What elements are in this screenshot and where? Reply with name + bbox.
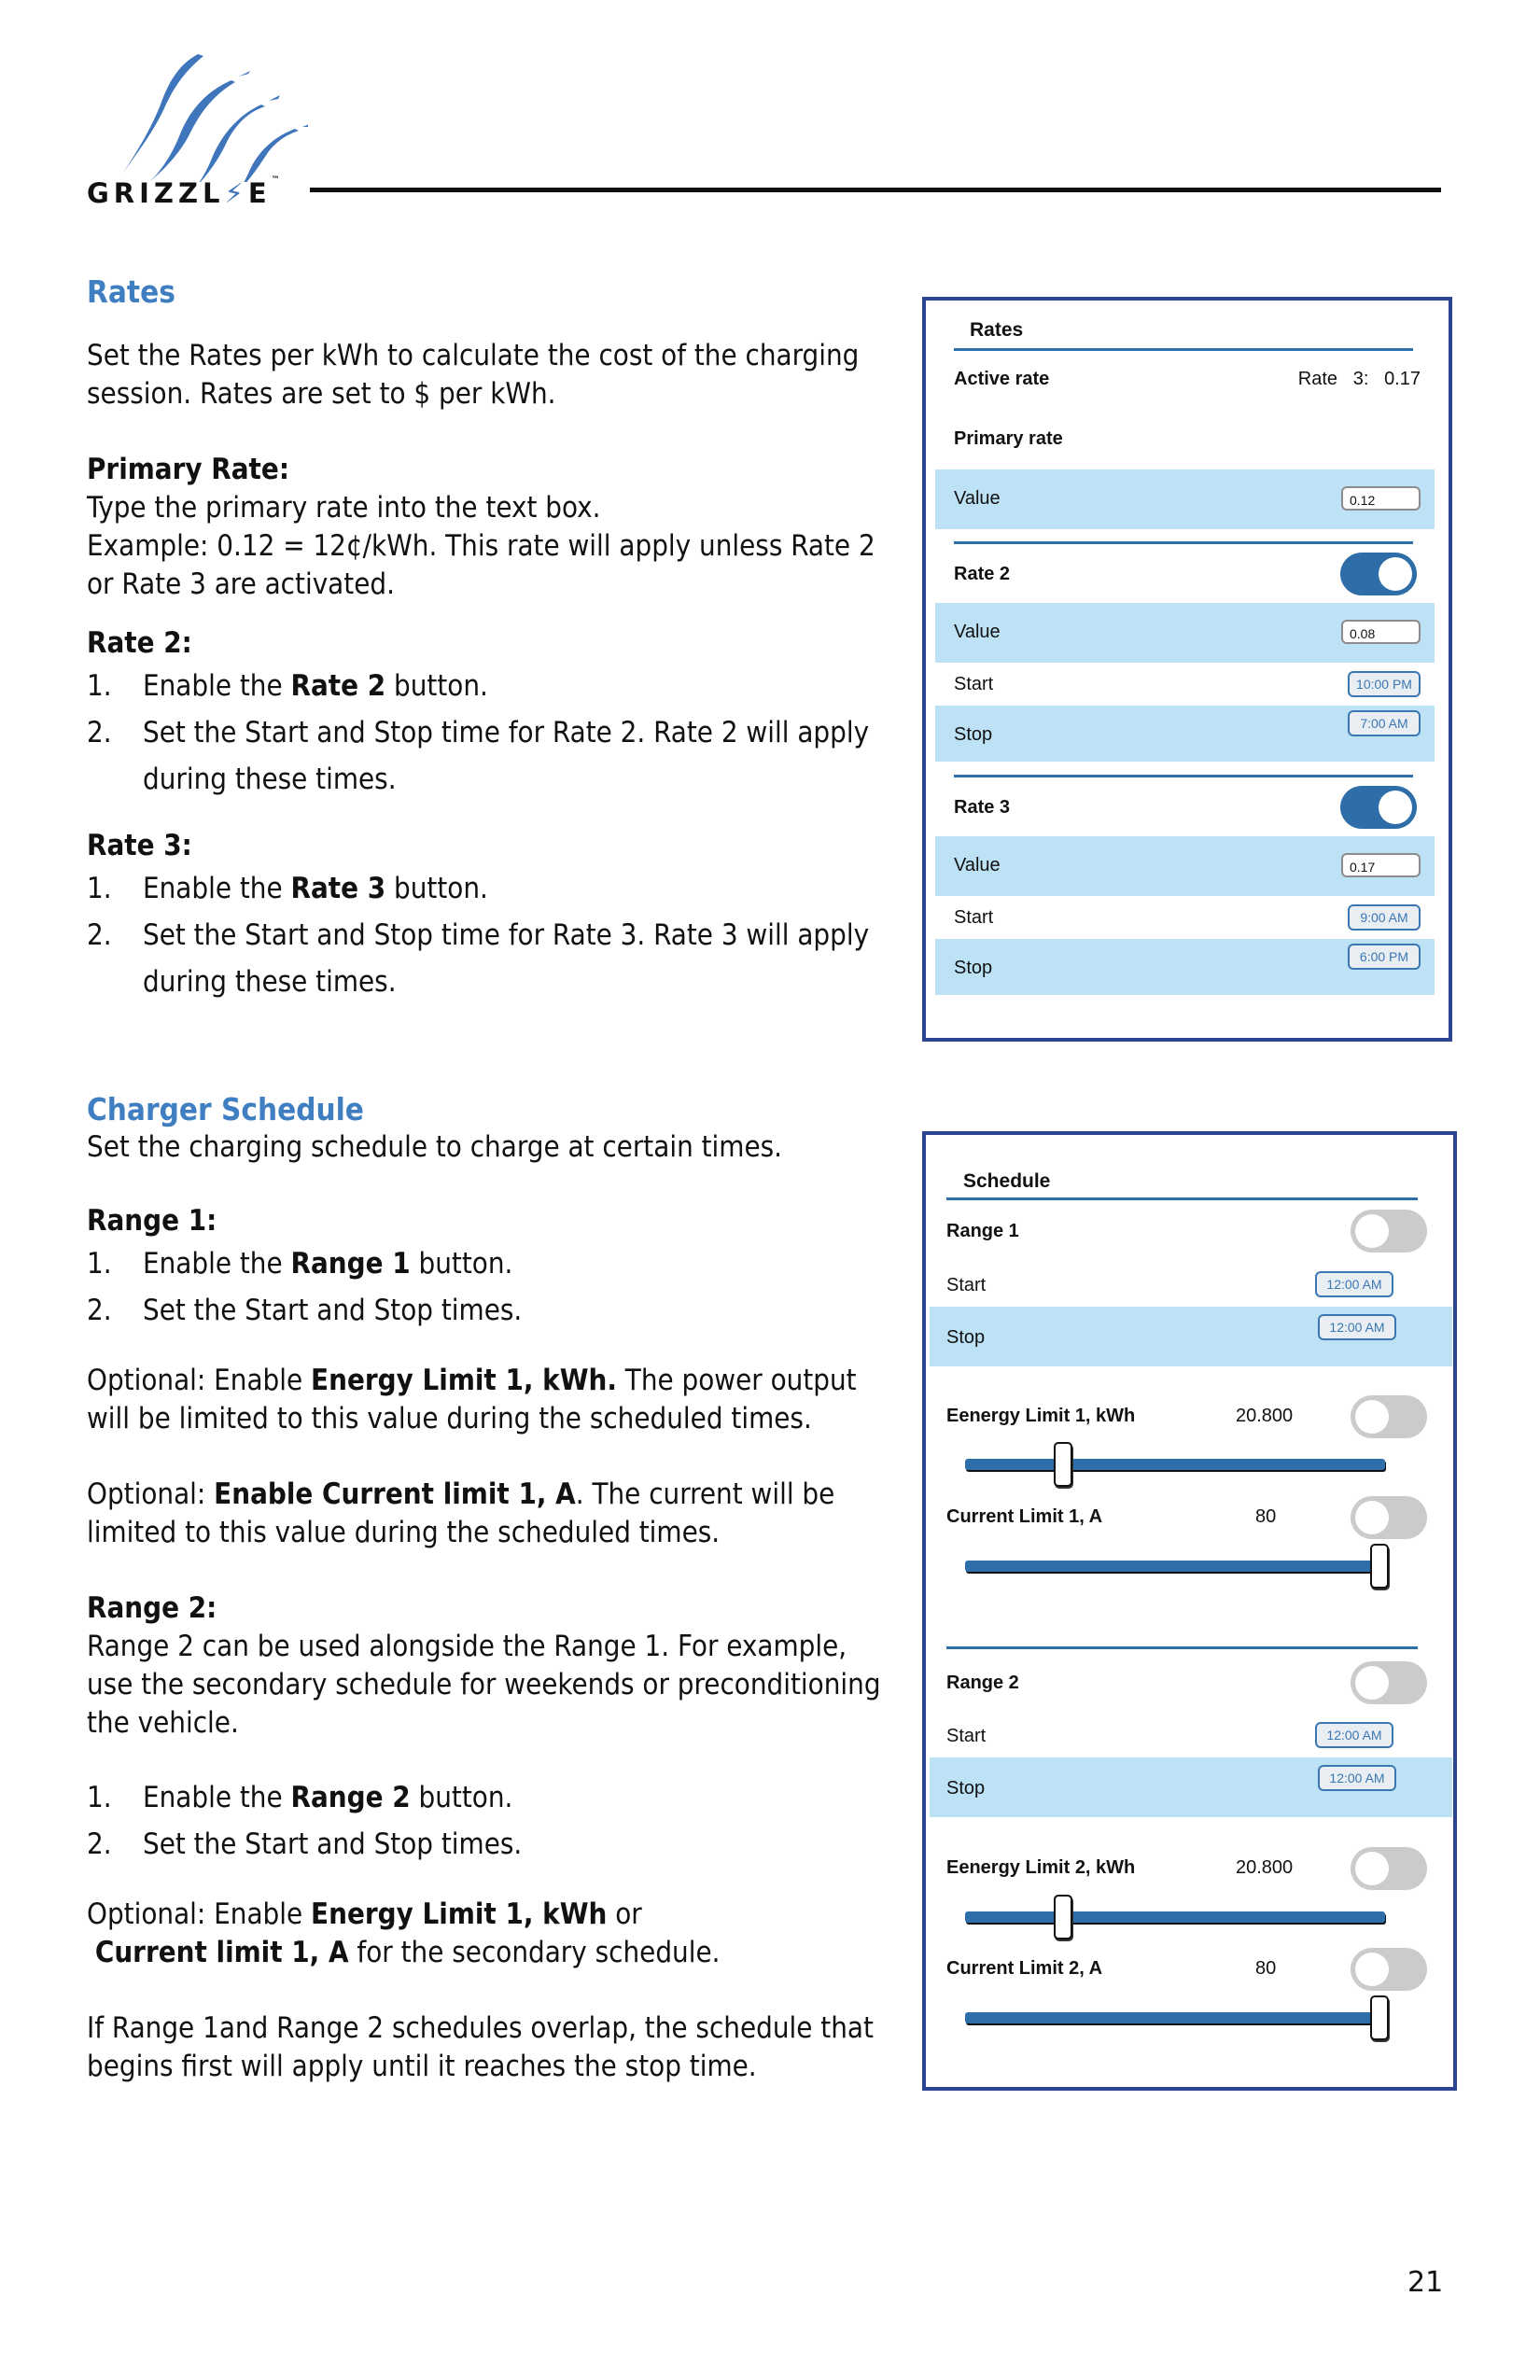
brand-logo	[84, 47, 308, 210]
rate3-toggle[interactable]	[1340, 786, 1417, 829]
rate3-label: Rate 3	[954, 797, 1011, 818]
toggle-knob	[1355, 1400, 1389, 1434]
active-rate-value: Rate 3: 0.17	[1297, 369, 1421, 389]
current-limit1-value: 80	[1255, 1506, 1277, 1527]
divider	[946, 1646, 1418, 1649]
energy-limit1-label: Eenergy Limit 1, kWh	[946, 1406, 1136, 1426]
energy-limit2-value: 20.800	[1236, 1857, 1294, 1878]
rate2-stop-time[interactable]: 7:00 AM	[1348, 710, 1421, 736]
current-limit1-toggle[interactable]	[1351, 1496, 1427, 1539]
current-limit2-slider[interactable]	[965, 1995, 1389, 2040]
range1-label: Range 1	[946, 1221, 1019, 1241]
rates-panel	[922, 297, 1452, 1042]
rate2-start-label: Start	[954, 674, 994, 694]
divider	[954, 541, 1413, 544]
claw-marks-icon	[84, 47, 308, 182]
primary-value-row	[935, 469, 1435, 529]
rate3-start-time[interactable]: 9:00 AM	[1348, 904, 1421, 931]
toggle-knob	[1355, 1666, 1389, 1700]
schedule-panel-title: Schedule	[963, 1170, 1051, 1192]
rate2-label: Rate 2	[954, 564, 1011, 584]
rate2-start-time[interactable]: 10:00 PM	[1348, 671, 1421, 697]
primary-rate-heading: Primary Rate:	[87, 453, 289, 486]
primary-rate-label: Primary rate	[954, 428, 1063, 449]
list-item: 1. Enable the Range 2 button.	[87, 1781, 513, 1814]
rates-instructions	[87, 273, 889, 1005]
range2-optional: Optional: Enable Energy Limit 1, kWh or Current limit 1, A for the secondary schedule.	[87, 1897, 721, 1969]
schedule-panel	[922, 1131, 1457, 2091]
current-limit2-value: 80	[1255, 1958, 1277, 1979]
range1-heading: Range 1:	[87, 1204, 217, 1238]
energy-limit2-label: Eenergy Limit 2, kWh	[946, 1857, 1136, 1878]
range2-stop-row	[930, 1757, 1452, 1817]
toggle-knob	[1379, 557, 1412, 591]
rate2-stop-label: Stop	[954, 724, 993, 745]
schedule-intro: Set the charging schedule to charge at certain times.	[87, 1130, 782, 1164]
rate2-value-input[interactable]: 0.08	[1341, 620, 1421, 644]
energy-limit2-slider[interactable]	[965, 1895, 1389, 1939]
slider-thumb[interactable]	[1370, 1544, 1389, 1589]
range2-heading: Range 2:	[87, 1591, 217, 1625]
range1-stop-label: Stop	[946, 1327, 986, 1348]
rates-panel-title-divider	[954, 348, 1413, 351]
range1-start-label: Start	[946, 1275, 987, 1295]
range2-steps	[87, 1774, 889, 1868]
slider-track	[965, 1561, 1385, 1572]
schedule-instructions	[87, 1090, 889, 2086]
primary-rate-input[interactable]: 0.12	[1341, 486, 1421, 511]
toggle-knob	[1379, 791, 1412, 824]
range2-toggle[interactable]	[1351, 1661, 1427, 1704]
rate2-value-row	[935, 603, 1435, 663]
range2-stop-label: Stop	[946, 1778, 986, 1799]
list-item: 2. Set the Start and Stop time for Rate 2. Rate 2 will apply during these times.	[87, 716, 870, 796]
range2-description: Range 2 can be used alongside the Range 1. For example, use the secondary schedule for weekends or preconditioning the vehicle.	[87, 1630, 881, 1740]
range1-toggle[interactable]	[1351, 1210, 1427, 1253]
rate3-value-row	[935, 836, 1435, 896]
rates-heading: Rates	[87, 273, 175, 310]
primary-rate-line2: Example: 0.12 = 12¢/kWh. This rate will apply unless Rate 2 or Rate 3 are activated.	[87, 529, 875, 601]
range2-label: Range 2	[946, 1673, 1019, 1693]
schedule-panel-title-divider	[946, 1197, 1418, 1200]
rate3-stop-label: Stop	[954, 958, 993, 978]
rate3-value-label: Value	[954, 855, 1001, 875]
range1-start-time[interactable]: 12:00 AM	[1315, 1271, 1393, 1297]
range2-start-label: Start	[946, 1726, 987, 1746]
rate3-start-label: Start	[954, 907, 994, 928]
rates-intro: Set the Rates per kWh to calculate the cost of the charging session. Rates are set to $ per kWh.	[87, 339, 860, 411]
rate2-value-label: Value	[954, 622, 1001, 642]
brand-wordmark: GRIZZL⚡E™	[87, 175, 280, 209]
energy-limit1-value: 20.800	[1236, 1406, 1294, 1426]
divider	[954, 775, 1413, 777]
rate2-heading: Rate 2:	[87, 626, 192, 660]
toggle-knob	[1355, 1953, 1389, 1986]
page-number: 21	[1407, 2266, 1444, 2299]
energy-limit1-slider[interactable]	[965, 1442, 1389, 1487]
current-limit2-label: Current Limit 2, A	[946, 1958, 1103, 1979]
list-item: 2. Set the Start and Stop time for Rate 3. Rate 3 will apply during these times.	[87, 918, 870, 999]
primary-value-label: Value	[954, 488, 1001, 509]
list-item: 1. Enable the Range 1 button.	[87, 1247, 513, 1281]
list-item: 1. Enable the Rate 2 button.	[87, 669, 488, 703]
rates-panel-title: Rates	[970, 319, 1024, 341]
slider-thumb[interactable]	[1370, 1995, 1389, 2040]
rate3-heading: Rate 3:	[87, 829, 192, 862]
energy-limit2-toggle[interactable]	[1351, 1847, 1427, 1890]
rate3-stop-time[interactable]: 6:00 PM	[1348, 944, 1421, 970]
list-item: 1. Enable the Rate 3 button.	[87, 872, 488, 905]
slider-track	[965, 1459, 1385, 1470]
range1-optional-current: Optional: Enable Current limit 1, A. The current will be limited to this value during the scheduled times.	[87, 1477, 835, 1549]
schedule-heading: Charger Schedule	[87, 1091, 364, 1127]
slider-thumb[interactable]	[1054, 1895, 1072, 1939]
slider-track	[965, 1911, 1385, 1923]
overlap-note: If Range 1and Range 2 schedules overlap, the schedule that begins first will apply until it reaches the stop time.	[87, 2011, 874, 2083]
toggle-knob	[1355, 1852, 1389, 1885]
range2-start-time[interactable]: 12:00 AM	[1315, 1722, 1393, 1748]
toggle-knob	[1355, 1501, 1389, 1534]
rate2-stop-row	[935, 706, 1435, 762]
primary-rate-line1: Type the primary rate into the text box.	[87, 491, 601, 525]
range1-steps	[87, 1240, 889, 1334]
current-limit1-slider[interactable]	[965, 1544, 1389, 1589]
rate2-steps	[87, 663, 889, 803]
active-rate-label: Active rate	[954, 369, 1050, 389]
header-divider	[310, 188, 1441, 192]
list-item: 2. Set the Start and Stop times.	[87, 1294, 523, 1327]
current-limit2-toggle[interactable]	[1351, 1948, 1427, 1991]
range1-stop-time[interactable]: 12:00 AM	[1318, 1314, 1396, 1340]
list-item: 2. Set the Start and Stop times.	[87, 1827, 523, 1861]
slider-thumb[interactable]	[1054, 1442, 1072, 1487]
range1-optional-energy: Optional: Enable Energy Limit 1, kWh. The power output will be limited to this value during the scheduled times.	[87, 1364, 857, 1435]
rate3-steps	[87, 865, 889, 1005]
range1-stop-row	[930, 1307, 1452, 1366]
current-limit1-label: Current Limit 1, A	[946, 1506, 1103, 1527]
toggle-knob	[1355, 1214, 1389, 1248]
range2-stop-time[interactable]: 12:00 AM	[1318, 1765, 1396, 1791]
energy-limit1-toggle[interactable]	[1351, 1395, 1427, 1438]
rate3-value-input[interactable]: 0.17	[1341, 853, 1421, 877]
rate3-stop-row	[935, 939, 1435, 995]
rate2-toggle[interactable]	[1340, 553, 1417, 595]
lightning-bolt-icon: ⚡	[224, 177, 248, 209]
slider-track	[965, 2012, 1385, 2023]
